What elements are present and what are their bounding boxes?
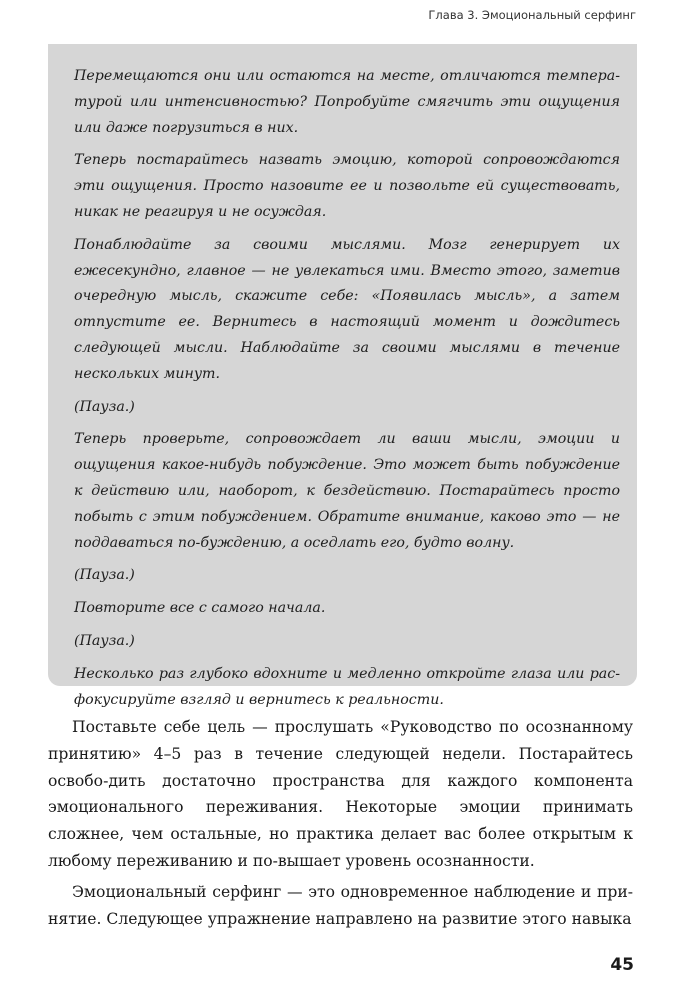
pause-note: (Пауза.) bbox=[74, 567, 135, 584]
exercise-paragraph: Повторите все с самого начала. bbox=[74, 600, 326, 617]
exercise-paragraph: Несколько раз глубоко вдохните и медленно откройте глаза или рас-фокусируйте взгляд и вернитесь к реальности. bbox=[74, 665, 620, 708]
exercise-text bbox=[74, 64, 620, 720]
exercise-paragraph: Перемещаются они или остаются на месте, отличаются темпера-турой или интенсивностью? Попробуйте смягчить эти ощущения или даже погрузиться в них. bbox=[74, 68, 620, 136]
exercise-paragraph: Понаблюдайте за своими мыслями. Мозг генерирует их ежесекундно, главное — не увлекаться ими. Вместо этого, заметив очередную мысль, скажите себе: «Появилась мысль», а затем отпустите ее. Вернитесь в настоящий момент и дождитесь следующей мысли. Наблюдайте за своими мыслями в течение нескольких минут. bbox=[74, 236, 620, 382]
pause-note: (Пауза.) bbox=[74, 632, 135, 649]
exercise-paragraph: Теперь постарайтесь назвать эмоцию, которой сопровождаются эти ощущения. Просто назовите ее и позвольте ей существовать, никак не реагируя и не осуждая. bbox=[74, 152, 620, 220]
page-number: 45 bbox=[610, 955, 634, 975]
running-head: Глава 3. Эмоциональный серфинг bbox=[428, 8, 636, 22]
exercise-paragraph: Теперь проверьте, сопровождает ли ваши мысли, эмоции и ощущения какое-нибудь побуждение. Это может быть побуждение к действию или, наоборот, к бездействию. Постарайтесь просто побыть с этим побуждением. Обратите внимание, каково это — не поддаваться по-буждению, а оседлать его, будто волну. bbox=[74, 431, 620, 551]
body-paragraph: Поставьте себе цель — прослушать «Руководство по осознанному принятию» 4–5 раз в течение следующей недели. Постарайтесь освобо-дить достаточно пространства для каждого компонента эмоционального переживания. Некоторые эмоции принимать сложнее, чем остальные, но практика делает вас более открытым к любому переживанию и по-вышает уровень осознанности. bbox=[48, 718, 633, 870]
body-text bbox=[48, 714, 633, 936]
body-paragraph: Эмоциональный серфинг — это одновременное наблюдение и при-нятие. Следующее упражнение направлено на развитие этого навыка bbox=[48, 882, 633, 928]
pause-note: (Пауза.) bbox=[74, 398, 135, 415]
